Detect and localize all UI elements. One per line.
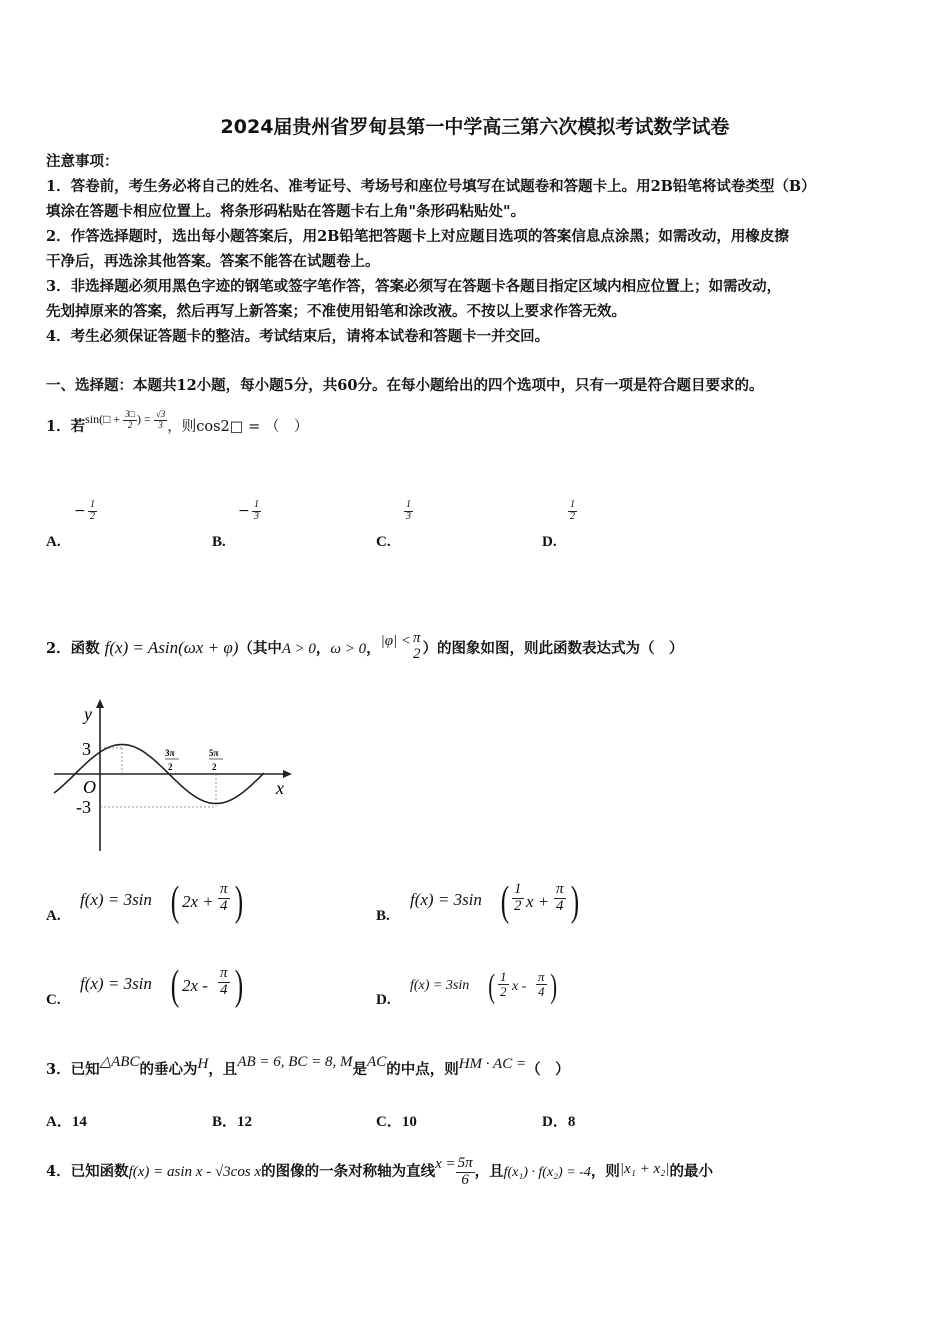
question-number: 1．若 <box>46 418 86 435</box>
page-title: 2024届贵州省罗甸县第一中学高三第六次模拟考试数学试卷 <box>220 116 730 138</box>
notice-line: 2．作答选择题时，选出每小题答案后，用2B铅笔把答题卡上对应题目选项的答案信息点涂黑；如需改动，用橡皮擦 <box>46 228 789 245</box>
tick-3pi-2-den: 2 <box>168 762 173 772</box>
section-heading: 一、选择题：本题共12小题，每小题5分，共60分。在每小题给出的四个选项中，只有一项是符合题目要求的。 <box>46 377 764 394</box>
question-2: 2．函数 f(x) = Asin(ωx + φ)（其中A > 0，ω > 0，|φ| < π 2 ）的图象如图，则此函数表达式为（ ） <box>46 630 684 662</box>
q2-function: f(x) = Asin(ωx + φ) <box>104 638 239 657</box>
tick-3pi-2-num: 3π <box>165 748 175 758</box>
tick-5pi-2-num: 5π <box>209 748 219 758</box>
question-number: 2．函数 <box>46 640 100 657</box>
q3-option-a[interactable]: A．14 <box>46 1114 87 1130</box>
q3-option-b[interactable]: B．12 <box>212 1114 253 1130</box>
q3-option-d[interactable]: D．8 <box>542 1114 576 1130</box>
question-4: 4．已知函数f(x) = asin x - √3cos x的图像的一条对称轴为直线x = $\frac{5\pi}{6}$ ，且f(x₁) · f(x₂) = -4，则|x₁ + x₂|的最小 <box>46 1154 713 1188</box>
question-3: 3．已知△ABC的垂心为H，且AB = 6, BC = 8, M是AC的中点，则HM · AC =（ ） <box>46 1054 570 1078</box>
y-min-label: -3 <box>76 797 91 817</box>
q1-condition: sin(□ + 3□ 2 ) = √3 3 <box>85 409 166 430</box>
q3-option-c[interactable]: C．10 <box>376 1114 417 1130</box>
notice-line: 3．非选择题必须用黑色字迹的钢笔或签字笔作答，答案必须写在答题卡各题目指定区域内相应位置上；如需改动， <box>46 278 782 295</box>
tick-5pi-2-den: 2 <box>212 762 217 772</box>
notice-line: 先划掉原来的答案，然后再写上新答案；不准使用铅笔和涂改液。不按以上要求作答无效。 <box>46 303 626 320</box>
origin-label: O <box>83 777 96 797</box>
notice-line: 1．答卷前，考生务必将自己的姓名、准考证号、考场号和座位号填写在试题卷和答题卡上。用2B铅笔将试卷类型（B） <box>46 178 816 195</box>
y-axis-arrow <box>96 699 104 708</box>
notice-heading: 注意事项： <box>46 153 119 170</box>
notice-line: 填涂在答题卡相应位置上。将条形码粘贴在答题卡右上角"条形码粘贴处"。 <box>46 203 526 220</box>
x-axis-arrow <box>283 770 292 778</box>
notice-line: 干净后，再选涂其他答案。答案不能答在试题卷上。 <box>46 253 380 270</box>
question-number: 4．已知函数 <box>46 1163 129 1180</box>
notice-line: 4．考生必须保证答题卡的整洁。考试结束后，请将本试卷和答题卡一并交回。 <box>46 328 550 345</box>
y-axis-label: y <box>84 704 92 724</box>
x-axis-label: x <box>276 778 284 798</box>
sine-graph <box>50 696 300 856</box>
y-max-label: 3 <box>82 739 91 759</box>
question-1 <box>46 409 309 438</box>
question-number: 3．已知 <box>46 1061 100 1078</box>
q1-tail: ，则cos2□ = （ ） <box>167 419 309 435</box>
